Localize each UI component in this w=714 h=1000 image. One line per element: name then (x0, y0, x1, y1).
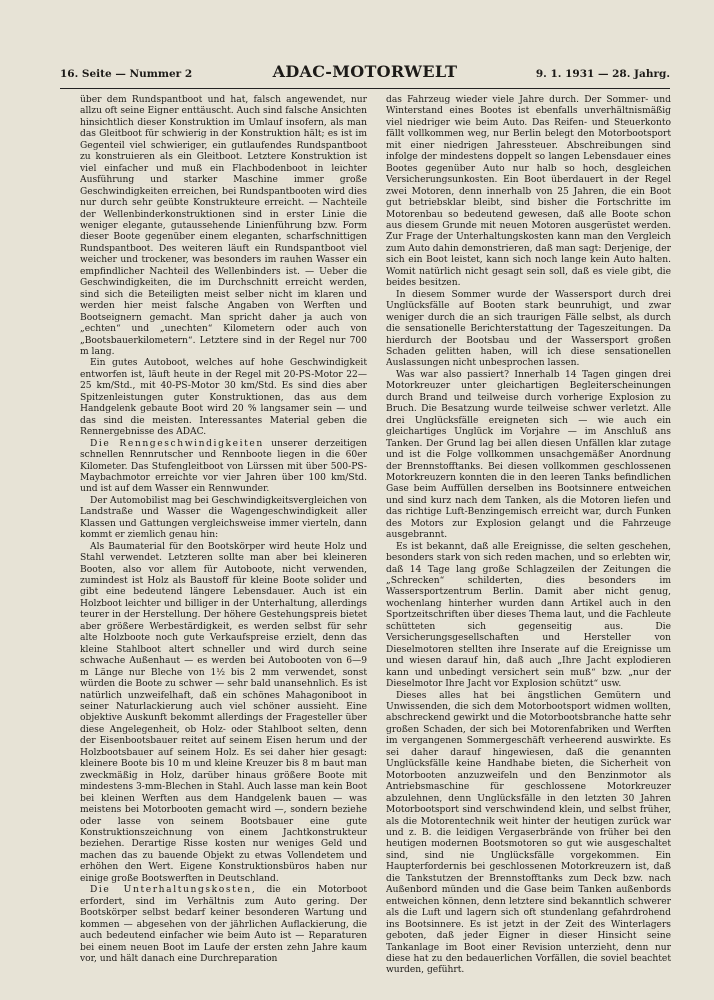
issue-date: 9. 1. 1931 — 28. Jahrg. (535, 68, 670, 80)
paragraph: Der Automobilist mag bei Geschwindigkeitsvergleichen von Landstraße und Wasser die Wagengeschwindigkeit aller Klassen und Gattungen vergleichsweise immer vierteln, dann kommt er ziemlich genau hin: (80, 495, 367, 541)
paragraph-text: unserer derzeitigen schnellen Rennrutscher und Rennboote liegen in die 60er Kilometer. Das Stufengleitboot von Lürssen mit über 500-PS-Maybachmotor erreichte vor vier Jahren über 100 km/Std. und ist auf dem Wasser ein Rennwunder. (80, 438, 367, 495)
paragraph: Dieses alles hat bei ängstlichen Gemütern und Unwissenden, die sich dem Motorbootsport widmen wollten, abschreckend gewirkt und die Motorbootsbranche hatte sehr großen Schaden, der sich bei Motorenfabriken und Werften im vergangenen Sommergeschäft verheerend auswirkte. Es sei daher darauf hingewiesen, daß die genannten Unglücksfälle keine Handhabe bieten, die Sicherheit von Motorbooten anzuzweifeln und den Benzinmotor als Antriebsmaschine für geschlossene Motorkreuzer abzulehnen, denn Unglücksfälle in den letzten 30 Jahren Motorbootsport sind verschwindend klein, und selbst früher, als die Motorentechnik weit hinter der heutigen zurück war und z. B. die leidigen Vergaserbrände von früher bei den heutigen modernen Bootsmotoren so gut wie ausgeschaltet sind, sind nie Unglücksfälle vorgekommen. Ein Haupterfordernis bei geschlossenen Motorkreuzern ist, daß die Tankstutzen der Brennstofftanks zum Deck bzw. nach Außenbord münden und die Gase beim Tanken außenbords entweichen können, denn letztere sind bekanntlich schwerer als die Luft und lagern sich oft stundenlang gefahrdrohend ins Bootsinnere. Es ist jetzt in der Zeit des Winterlagers geboten, daß jeder Eigner in dieser Hinsicht seine Tankanlage im Boot einer Revision unterzieht, denn nur diese hat zu den bedauerlichen Vorfällen, die soviel beachtet wurden, geführt. (386, 690, 671, 975)
paragraph: Es ist bekannt, daß alle Ereignisse, die selten geschehen, besonders stark von sich reden machen, und so erlebten wir, daß 14 Tage lang große Schlagzeilen der Zeitungen die „Schrecken“ schilderten, dies besonders im Wassersportzentrum Berlin. Damit aber nicht genug, wochenlang hinterher wurden dann Artikel auch in den Sportzeitschriften über dieses Thema laut, und die Fachleute schütteten sich gegenseitig aus. Die Versicherungsgesellschaften und Hersteller von Dieselmotoren stellten ihre Inserate auf die Ereignisse um und wiesen darauf hin, daß auch „Ihre Jacht explodieren kann und unbedingt versichert sein muß“ bzw. „nur der Dieselmotor Ihre Jacht vor Explosion schützt“ usw. (386, 541, 671, 690)
page-header (60, 62, 670, 88)
publication-title: ADAC-MOTORWELT (272, 62, 458, 81)
paragraph: In diesem Sommer wurde der Wassersport durch drei Unglücksfälle auf Booten stark beunruhigt, und zwar weniger durch die an sich traurigen Fälle selbst, als durch die sensationelle Berichterstattung der Tageszeitungen. Da hierdurch der Bootsbau und der Wassersport großen Schaden gelitten haben, will ich diese sensationellen Auslassungen nicht unbesprochen lassen. (386, 289, 671, 369)
spaced-heading: Die Unterhaltungskosten (90, 885, 252, 896)
header-rule (60, 88, 670, 89)
paragraph: das Fahrzeug wieder viele Jahre durch. Der Sommer- und Winterstand eines Bootes ist ebenfalls unverhältnismäßig viel niedriger wie beim Auto. Das Reifen- und Steuerkonto fällt vollkommen weg, nur Berlin belegt den Motorbootsport mit einer niedrigen Jahressteuer. Abschreibungen sind infolge der mindestens doppelt so langen Lebensdauer eines Bootes gegenüber Auto nur halb so hoch, desgleichen Versicherungsunkosten. Ein Boot überdauert in der Regel zwei Motoren, denn innerhalb von 25 Jahren, die ein Boot gut betriebsklar bleibt, sind bisher die Fortschritte im Motorenbau so bedeutend gewesen, daß alle Boote schon aus diesem Grunde mit neuen Motoren ausgerüstet werden. Zur Frage der Unterhaltungskosten kann man den Vergleich zum Auto dahin demonstrieren, daß man sagt: Derjenige, der sich ein Boot leistet, kann sich noch lange kein Auto halten. Womit natürlich nicht gesagt sein soll, daß es viele gibt, die beides besitzen. (386, 95, 671, 289)
right-column (386, 95, 671, 975)
page-number: 16. Seite — Nummer 2 (60, 68, 193, 80)
paragraph: Was war also passiert? Innerhalb 14 Tagen gingen drei Motorkreuzer unter gleichartigen Begleiterscheinungen durch Brand und teilweise durch vorherige Explosion zu Bruch. Die Besatzung wurde teilweise schwer verletzt. Alle drei Unglücksfälle ereigneten sich — wie auch ein gleichartiges Unglück im Vorjahre — im Anschluß ans Tanken. Der Grund lag bei allen diesen Unfällen klar zutage und ist die Folge vollkommen unsachgemäßer Anordnung der Brennstofftanks. Bei diesen vollkommen geschlossenen Motorkreuzern konnten die in den leeren Tanks befindlichen Gase beim Auffüllen derselben ins Bootsinnere entweichen und sind kurz nach dem Tanken, als die Motoren liefen und das richtige Luft-Benzingemisch erreicht war, durch Funken des Motors zur Explosion gelangt und die Fahrzeuge ausgebrannt. (386, 369, 671, 541)
left-column (80, 95, 367, 975)
paragraph (80, 885, 367, 965)
paragraph (80, 439, 367, 496)
paragraph: über dem Rundspantboot und hat, falsch angewendet, nur allzu oft seine Eigner enttäuscht. Auch sind falsche Ansichten hinsichtlich dieser Konstruktion im Umlauf insofern, als man das Gleitboot für schwierig in der Konstruktion hält; es ist im Gegenteil viel schwieriger, ein gutlaufendes Rundspantboot zu konstruieren als ein Gleitboot. Letztere Konstruktion ist viel einfacher und muß ein Flachbodenboot in leichter Ausführung und starker Maschine immer große Geschwindigkeiten erreichen, bei Rundspantbooten wird dies nur durch sehr geübte Konstrukteure erreicht. — Nachteile der Wellenbinderkonstruktionen sind in erster Linie die weniger elegante, gutaussehende Linienführung bzw. Form dieser Boote gegenüber einem eleganten, scharfschnittigen Rundspantboot. Des weiteren läuft ein Rundspantboot viel weicher und trockener, was besonders im rauhen Wasser ein empfindlicher Nachteil des Wellenbinders ist. — Ueber die Geschwindigkeiten, die im Durchschnitt erreicht werden, sind sich die Beteiligten meist selber nicht im klaren und werden hier meist falsche Angaben von Werften und Bootseignern gemacht. Man spricht daher ja auch von „echten“ und „unechten“ Kilometern oder auch von „Bootsbauerkilometern“. Letztere sind in der Regel nur 700 m lang. (80, 95, 367, 357)
paragraph: Ein gutes Autoboot, welches auf hohe Geschwindigkeit entworfen ist, läuft heute in der Regel mit 20-PS-Motor 22—25 km/Std., mit 40-PS-Motor 30 km/Std. Es sind dies aber Spitzenleistungen guter Konstruktionen, das aus dem Handgelenk gebaute Boot wird 20 % langsamer sein — und das sind die meisten. Interessantes Material geben die Rennergebnisse des ADAC. (80, 358, 367, 438)
paragraph-text: , die ein Motorboot erfordert, sind im Verhältnis zum Auto gering. Der Bootskörper selbst bedarf keiner besonderen Wartung und kommen — abgesehen von der jährlichen Auflackierung, die auch bedeutend einfacher wie beim Auto ist — Reparaturen bei einem neuen Boot im Laufe der ersten zehn Jahre kaum vor, und hält danach eine Durchreparation (80, 885, 367, 964)
paragraph: Als Baumaterial für den Bootskörper wird heute Holz und Stahl verwendet. Letzteren sollte man aber bei kleineren Booten, also vor allem für Autoboote, nicht verwenden, zumindest ist Holz als Baustoff für kleine Boote solider und gibt eine bedeutend längere Lebensdauer. Auch ist ein Holzboot leichter und billiger in der Unterhaltung, allerdings teurer in der Herstellung. Der höhere Gestehungspreis bietet aber größere Werbestärdigkeit, es werden selbst für sehr alte Holzboote noch gute Verkaufspreise erzielt, denn das kleine Stahlboot altert schneller und wird durch seine schwache Außenhaut — es werden bei Autobooten von 6—9 m Länge nur Bleche von 1½ bis 2 mm verwendet, sonst würden die Boote zu schwer — sehr bald unansehnlich. Es ist natürlich unzweifelhaft, daß ein schönes Mahagoniboot in seiner Naturlackierung auch viel schöner aussieht. Eine objektive Auskunft bekommt allerdings der Fragesteller über diese Angelegenheit, ob Holz- oder Stahlboot selten, denn der Eisenbootsbauer reitet auf seinem Eisen herum und der Holzbootsbauer auf seinem Holz. Es sei daher hier gesagt: kleinere Boote bis 10 m und kleine Kreuzer bis 8 m baut man zweckmäßig in Holz, darüber hinaus größere Boote mit mindestens 3-mm-Blechen in Stahl. Auch lasse man kein Boot bei kleinen Werften aus dem Handgelenk bauen — was meistens bei Motorbooten gemacht wird —, sondern beziehe oder lasse von seinem Bootsbauer eine gute Konstruktionszeichnung von einem Jachtkonstrukteur beziehen. Derartige Risse kosten nur weniges Geld und machen das zu bauende Objekt zu etwas Vollendetem und erhöhen den Wert. Eigene Konstruktionsbüros haben nur einige große Bootswerften in Deutschland. (80, 541, 367, 884)
spaced-heading: Die Renngeschwindigkeiten (90, 438, 264, 449)
